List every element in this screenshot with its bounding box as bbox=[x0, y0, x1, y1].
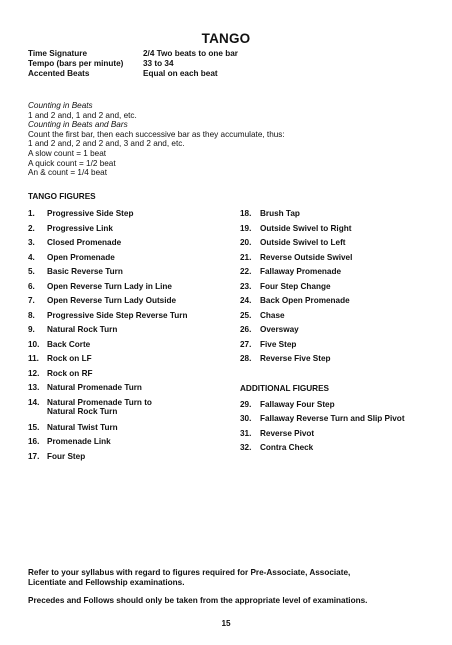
figure-number: 8. bbox=[28, 310, 35, 320]
figure-number: 13. bbox=[28, 383, 40, 392]
figure-name: Five Step bbox=[260, 339, 297, 349]
figure-number: 29. bbox=[240, 399, 252, 409]
slow-count-line: A slow count = 1 beat bbox=[28, 148, 107, 158]
counting-bars-heading: Counting in Beats and Bars bbox=[28, 120, 128, 130]
figure-name: Promenade Link bbox=[47, 437, 111, 446]
figure-number: 22. bbox=[240, 267, 252, 276]
figure-item bbox=[28, 354, 233, 369]
figure-item bbox=[28, 437, 233, 452]
figure-item bbox=[240, 238, 440, 253]
figure-name: Four Step Change bbox=[260, 281, 331, 291]
counting-bars-line1: Count the first bar, then each successive bar as they accumulate, thus: bbox=[28, 129, 285, 139]
figure-number: 26. bbox=[240, 325, 252, 334]
figure-name: Outside Swivel to Right bbox=[260, 223, 352, 233]
syllabus-note-line1: Refer to your syllabus with regard to figures required for Pre-Associate, Associate, bbox=[28, 568, 351, 577]
figure-number: 6. bbox=[28, 281, 35, 291]
figure-item bbox=[240, 443, 440, 458]
figure-number: 7. bbox=[28, 296, 35, 305]
counting-beats-line: 1 and 2 and, 1 and 2 and, etc. bbox=[28, 110, 137, 120]
figures-list-right bbox=[240, 209, 440, 458]
figure-item bbox=[28, 282, 233, 297]
figure-name: Open Reverse Turn Lady in Line bbox=[47, 281, 172, 291]
figure-item bbox=[240, 354, 440, 369]
figure-name: Rock on RF bbox=[47, 368, 93, 378]
figure-name: Basic Reverse Turn bbox=[47, 267, 123, 276]
figure-name: Natural Twist Turn bbox=[47, 422, 118, 432]
figure-item bbox=[28, 238, 233, 253]
info-value: 33 to 34 bbox=[143, 59, 174, 68]
figure-number: 15. bbox=[28, 422, 40, 432]
additional-figures-heading: ADDITIONAL FIGURES bbox=[240, 383, 330, 393]
notes-section bbox=[28, 568, 428, 614]
figure-name: Natural Promenade Turn bbox=[47, 383, 142, 392]
figure-item bbox=[28, 340, 233, 355]
figure-number: 32. bbox=[240, 443, 252, 452]
figure-name: Open Reverse Turn Lady Outside bbox=[47, 296, 177, 305]
dance-info bbox=[28, 49, 238, 79]
tempo-row bbox=[28, 59, 238, 69]
figure-name: Progressive Side Step bbox=[47, 209, 134, 218]
info-value: Equal on each beat bbox=[143, 69, 218, 78]
figure-name: Closed Promenade bbox=[47, 238, 122, 247]
figure-name: Fallaway Promenade bbox=[260, 267, 341, 276]
figure-name: Progressive Link bbox=[47, 223, 113, 233]
figure-number: 3. bbox=[28, 238, 35, 247]
figure-number: 16. bbox=[28, 437, 40, 446]
figure-item bbox=[240, 414, 440, 429]
figure-number: 10. bbox=[28, 339, 40, 349]
figure-name bbox=[47, 398, 152, 418]
figure-number: 17. bbox=[28, 451, 40, 461]
syllabus-note-line2: Licentiate and Fellowship examinations. bbox=[28, 577, 185, 587]
figure-item bbox=[240, 311, 440, 326]
an-count-line: An & count = 1/4 beat bbox=[28, 168, 107, 178]
figure-name-line2: Natural Rock Turn bbox=[47, 407, 118, 417]
figure-name: Back Open Promenade bbox=[260, 296, 350, 305]
figure-item bbox=[240, 267, 440, 282]
figure-number: 1. bbox=[28, 209, 35, 218]
figure-number: 25. bbox=[240, 310, 252, 320]
figure-number: 23. bbox=[240, 281, 252, 291]
figures-heading: TANGO FIGURES bbox=[28, 192, 96, 201]
figure-item bbox=[28, 267, 233, 282]
counting-bars-line2: 1 and 2 and, 2 and 2 and, 3 and 2 and, etc. bbox=[28, 139, 185, 149]
figure-name: Brush Tap bbox=[260, 209, 300, 218]
figure-item bbox=[28, 296, 233, 311]
figure-number: 2. bbox=[28, 223, 35, 233]
figure-item bbox=[240, 296, 440, 311]
figure-item bbox=[240, 224, 440, 239]
figure-number: 4. bbox=[28, 252, 35, 262]
info-label: Time Signature bbox=[28, 49, 87, 58]
figure-name: Fallaway Reverse Turn and Slip Pivot bbox=[260, 414, 405, 423]
precedes-note: Precedes and Follows should only be taken from the appropriate level of examinations. bbox=[28, 595, 368, 605]
figure-item bbox=[28, 224, 233, 239]
figure-item bbox=[28, 369, 233, 384]
accented-beats-row bbox=[28, 69, 238, 79]
figure-name: Reverse Outside Swivel bbox=[260, 252, 353, 262]
figure-number: 12. bbox=[28, 368, 40, 378]
figure-item bbox=[240, 253, 440, 268]
figure-name: Chase bbox=[260, 310, 285, 320]
figure-item bbox=[28, 423, 233, 438]
figure-name: Back Corte bbox=[47, 339, 91, 349]
figure-item bbox=[28, 383, 233, 398]
figure-item bbox=[240, 429, 440, 444]
syllabus-note bbox=[28, 568, 428, 588]
info-label: Tempo (bars per minute) bbox=[28, 59, 124, 68]
figure-item bbox=[28, 209, 233, 224]
figure-name: Rock on LF bbox=[47, 354, 92, 363]
figure-number: 30. bbox=[240, 414, 252, 423]
info-value: 2/4 Two beats to one bar bbox=[143, 49, 238, 58]
page-title: TANGO bbox=[201, 31, 251, 46]
figure-name: Reverse Five Step bbox=[260, 354, 331, 363]
figure-number: 21. bbox=[240, 252, 252, 262]
figures-list-left bbox=[28, 209, 233, 466]
figure-number: 9. bbox=[28, 325, 35, 334]
figure-name: Oversway bbox=[260, 325, 299, 334]
figure-number: 19. bbox=[240, 223, 252, 233]
figure-number: 18. bbox=[240, 209, 252, 218]
figure-number: 27. bbox=[240, 339, 252, 349]
figure-name: Fallaway Four Step bbox=[260, 399, 335, 409]
figure-name: Outside Swivel to Left bbox=[260, 238, 346, 247]
figure-name-line1: Natural Promenade Turn to bbox=[47, 397, 152, 407]
figure-item bbox=[28, 398, 233, 423]
counting-section bbox=[28, 101, 428, 178]
figure-item bbox=[28, 452, 233, 467]
figure-number: 24. bbox=[240, 296, 252, 305]
figure-item bbox=[240, 325, 440, 340]
figure-name: Reverse Pivot bbox=[260, 428, 315, 438]
figure-item bbox=[28, 325, 233, 340]
figure-item bbox=[240, 400, 440, 415]
info-label: Accented Beats bbox=[28, 69, 90, 78]
figure-number: 28. bbox=[240, 354, 252, 363]
figure-name: Contra Check bbox=[260, 443, 314, 452]
figure-name: Four Step bbox=[47, 451, 86, 461]
figure-number: 14. bbox=[28, 397, 40, 407]
figure-item bbox=[240, 340, 440, 355]
figure-item bbox=[240, 282, 440, 297]
figure-number: 20. bbox=[240, 238, 252, 247]
figure-name: Natural Rock Turn bbox=[47, 325, 118, 334]
figure-name: Progressive Side Step Reverse Turn bbox=[47, 310, 188, 320]
time-signature-row bbox=[28, 49, 238, 59]
counting-beats-heading: Counting in Beats bbox=[28, 101, 93, 110]
figure-number: 11. bbox=[28, 354, 39, 363]
figure-number: 5. bbox=[28, 267, 35, 276]
figure-item bbox=[240, 209, 440, 224]
page-number: 15 bbox=[221, 619, 231, 628]
quick-count-line: A quick count = 1/2 beat bbox=[28, 158, 116, 168]
figure-number: 31. bbox=[240, 428, 252, 438]
figure-name: Open Promenade bbox=[47, 252, 115, 262]
figure-item bbox=[28, 253, 233, 268]
figure-item bbox=[28, 311, 233, 326]
